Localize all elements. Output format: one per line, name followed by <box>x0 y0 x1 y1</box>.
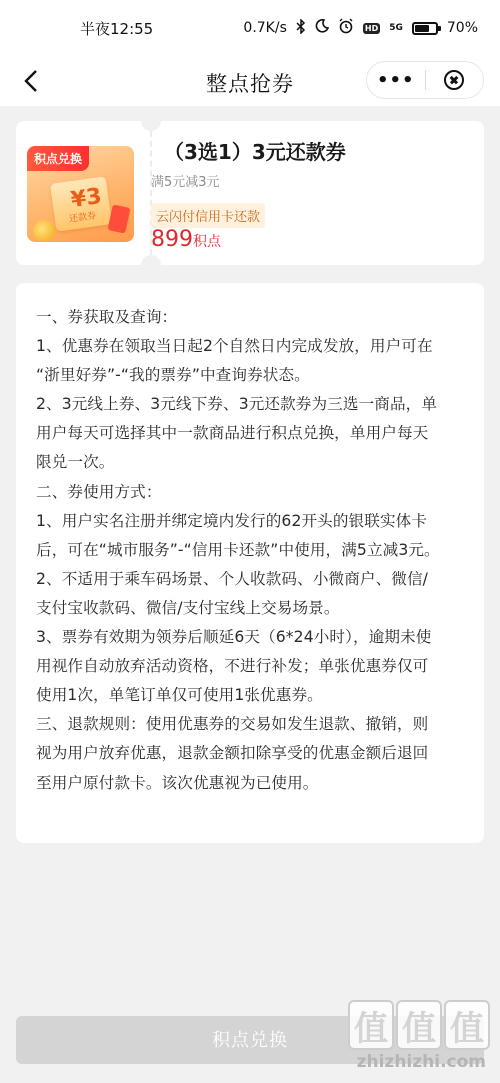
rules-line: 二、券使用方式： <box>36 482 162 501</box>
status-icons <box>243 18 478 38</box>
watermark-logo <box>344 1000 490 1080</box>
signal-5g-icon <box>389 24 403 33</box>
coupon-condition: 满5元减3元 <box>151 175 220 190</box>
nav-bar <box>0 56 500 106</box>
rules-line: 3、票券有效期为领券后顺延6天（6*24小时），逾期未使 <box>36 628 432 647</box>
more-button[interactable]: ••• <box>376 69 415 91</box>
watermark-glyph: 值 <box>444 1000 490 1050</box>
status-bar <box>0 0 500 56</box>
signal-label: 5G <box>389 22 403 33</box>
network-speed: 0.7K/s <box>243 20 287 36</box>
rules-line: 三、退款规则：使用优惠券的交易如发生退款、撤销，则 <box>36 715 429 734</box>
rules-line: 2、3元线上券、3元线下券、3元还款券为三选一商品，单 <box>36 395 438 414</box>
rules-line: 1、优惠券在领取当日起2个自然日内完成发放，用户可在 <box>36 337 433 356</box>
rules-line: “浙里好券”-“我的票券”中查询券状态。 <box>36 366 310 385</box>
coupon-card <box>16 121 484 265</box>
rules-line: 用户每天可选择其中一款商品进行积点兑换，单用户每天 <box>36 424 429 443</box>
rules-line: 后，可在“城市服务”-“信用卡还款”中使用，满5立减3元。 <box>36 540 440 559</box>
mini-program-capsule <box>366 61 484 99</box>
rules-line: 视为用户放弃优惠，退款金额扣除享受的优惠金额后退回 <box>36 744 429 763</box>
page-title: 整点抢券 <box>206 72 294 96</box>
points-redeem-badge: 积点兑换 <box>27 146 89 171</box>
ticket-amount: ¥3 <box>69 183 104 214</box>
red-envelope-icon <box>107 204 130 233</box>
coin-icon <box>33 220 55 242</box>
rules-line: 2、不适用于乘车码场景、个人收款码、小微商户、微信/ <box>36 569 429 588</box>
moon-icon <box>315 19 329 37</box>
watermark-text: zhizhizhi.com <box>356 1052 486 1072</box>
watermark-glyph: 值 <box>396 1000 442 1050</box>
close-button[interactable] <box>425 70 483 90</box>
hd-icon: HD <box>364 23 379 33</box>
status-time: 半夜12:55 <box>80 19 154 38</box>
rules-line: 限兑一次。 <box>36 453 115 472</box>
coupon-price <box>151 227 221 252</box>
rules-line: 使用1次，单笔订单仅可使用1张优惠券。 <box>36 686 323 705</box>
rules-card <box>16 283 484 843</box>
battery-icon <box>412 22 438 35</box>
rules-line: 用视作自动放弃活动资格，不进行补发；单张优惠券仅可 <box>36 657 429 676</box>
redeem-points-button[interactable]: 积点兑换 <box>16 1016 484 1064</box>
coupon-title: （3选1）3元还款券 <box>164 140 346 164</box>
rules-line: 至用户原付款卡。该次优惠视为已使用。 <box>36 773 319 792</box>
coupon-image <box>27 146 134 242</box>
bluetooth-icon <box>296 19 306 38</box>
alarm-icon <box>338 18 354 38</box>
points-value: 899 <box>151 227 193 252</box>
watermark-glyph: 值 <box>348 1000 394 1050</box>
rules-line: 一、券获取及查询： <box>36 308 178 326</box>
watermark-glyphs <box>348 1000 490 1050</box>
card-notch-top <box>141 121 161 131</box>
battery-fill <box>415 25 429 32</box>
battery-percent: 70% <box>446 20 478 36</box>
coupon-scene-tag: 云闪付信用卡还款 <box>151 203 265 228</box>
close-icon <box>444 70 464 90</box>
rules-line: 支付宝收款码、微信/支付宝线上交易场景。 <box>36 598 340 617</box>
points-unit: 积点 <box>193 234 221 250</box>
rules-line: 1、用户实名注册并绑定境内发行的62开头的银联实体卡 <box>36 511 428 530</box>
card-notch-bottom <box>141 255 161 265</box>
ticket-label: 还款券 <box>68 211 97 225</box>
